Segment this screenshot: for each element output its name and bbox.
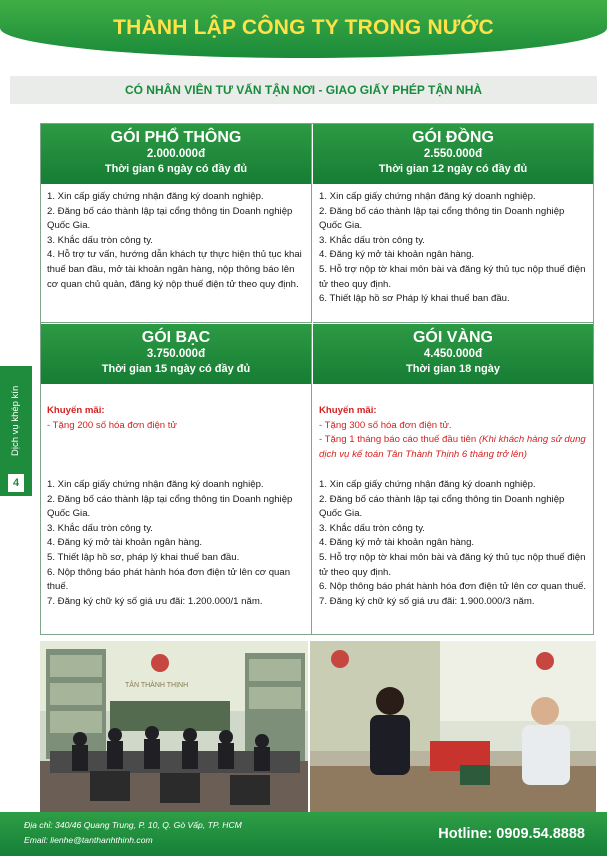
promo-block bbox=[47, 404, 305, 433]
list-item: 1. Xin cấp giấy chứng nhận đăng ký doanh nghiệp. bbox=[47, 191, 264, 202]
package-price: 2.000.000đ bbox=[146, 148, 206, 160]
page-title: THÀNH LẬP CÔNG TY TRONG NƯỚC bbox=[113, 16, 494, 39]
package-price: 4.450.000đ bbox=[423, 348, 483, 360]
side-tab bbox=[0, 366, 32, 496]
package-time: Thời gian 18 ngày bbox=[405, 363, 500, 375]
list-item: 1. Xin cấp giấy chứng nhận đăng ký doanh nghiệp. bbox=[47, 479, 264, 490]
list-item: 4. Đăng ký mở tài khoản ngân hàng. bbox=[319, 537, 475, 549]
footer-address: Địa chỉ: 340/46 Quang Trung, P. 10, Q. Gò Vấp, TP. HCM bbox=[24, 820, 242, 830]
package-header bbox=[313, 124, 593, 184]
list-item: 5. Thiết lập hồ sơ, pháp lý khai thuế ban đầu. bbox=[47, 551, 240, 563]
package-price: 2.550.000đ bbox=[423, 148, 483, 160]
subtitle-bar bbox=[10, 76, 597, 104]
list-item: 5. Hỗ trợ nộp tờ khai môn bài và đăng ký thủ tục nộp thuế điện tử theo quy định. bbox=[319, 551, 586, 578]
package-items bbox=[319, 478, 587, 609]
package-name: GÓI PHỔ THÔNG bbox=[110, 129, 242, 146]
list-item: 3. Khắc dấu tròn công ty. bbox=[319, 234, 425, 246]
package-name: GÓI ĐỒNG bbox=[412, 129, 494, 146]
list-item: 4. Đăng ký mở tài khoản ngân hàng. bbox=[319, 249, 475, 261]
subtitle: CÓ NHÂN VIÊN TƯ VẤN TẬN NƠI - GIAO GIẤY PHÉP TẬN NHÀ bbox=[124, 83, 483, 97]
page-header bbox=[0, 0, 607, 70]
list-item: 2. Đăng bố cáo thành lập tại cổng thông tin Doanh nghiệp Quốc Gia. bbox=[47, 493, 293, 520]
list-item: 2. Đăng bố cáo thành lập tại cổng thông tin Doanh nghiệp Quốc Gia. bbox=[319, 493, 565, 520]
package-items bbox=[47, 190, 305, 292]
promo-title: Khuyến mãi: bbox=[47, 405, 105, 416]
list-item: 3. Khắc dấu tròn công ty. bbox=[47, 234, 153, 246]
package-time: Thời gian 6 ngày có đầy đủ bbox=[104, 163, 248, 175]
package-card-dong bbox=[313, 124, 593, 323]
list-item: 4. Đăng ký mở tài khoản ngân hàng. bbox=[47, 537, 203, 549]
promo-line-text: - Tặng 1 tháng báo cáo thuế đầu tiên bbox=[319, 434, 477, 446]
promo-note: (Khi khách hàng sử dụng dịch vụ kế toán Tân Thành Thịnh 6 tháng trở lên) bbox=[319, 434, 586, 460]
page-number: 4 bbox=[8, 474, 24, 492]
footer-email: Email: lienhe@tanthanhthinh.com bbox=[24, 835, 153, 845]
package-header bbox=[41, 124, 311, 184]
list-item: 7. Đăng ký chữ ký số giá ưu đãi: 1.900.000/3 năm. bbox=[319, 595, 535, 607]
package-header bbox=[313, 324, 593, 384]
list-item: 2. Đăng bố cáo thành lập tại cổng thông tin Doanh nghiệp Quốc Gia. bbox=[47, 205, 293, 232]
list-item: 3. Khắc dấu tròn công ty. bbox=[319, 522, 425, 534]
promo-line: - Tặng 300 số hóa đơn điện tử. bbox=[319, 419, 452, 431]
promo-line: - Tặng 200 số hóa đơn điện tử bbox=[47, 419, 177, 431]
package-name: GÓI VÀNG bbox=[412, 329, 493, 346]
office-photo-handover-image bbox=[310, 641, 596, 813]
package-items bbox=[47, 478, 305, 609]
page-footer bbox=[0, 812, 607, 856]
package-price: 3.750.000đ bbox=[146, 348, 206, 360]
list-item: 2. Đăng bố cáo thành lập tại cổng thông tin Doanh nghiệp Quốc Gia. bbox=[319, 205, 565, 232]
office-photos bbox=[40, 641, 596, 813]
package-card-vang bbox=[313, 324, 593, 634]
footer-hotline: Hotline: 0909.54.8888 bbox=[438, 826, 585, 842]
list-item: 5. Hỗ trợ nộp tờ khai môn bài và đăng ký thủ tục nộp thuế điện tử theo quy định. bbox=[319, 263, 586, 290]
package-grid bbox=[40, 123, 594, 635]
package-card-pho-thong bbox=[41, 124, 312, 323]
list-item: 6. Thiết lập hồ sơ Pháp lý khai thuế ban đầu. bbox=[319, 293, 510, 305]
list-item: 6. Nộp thông báo phát hành hóa đơn điện tử lên cơ quan thuế. bbox=[319, 581, 587, 593]
list-item: 7. Đăng ký chữ ký số giá ưu đãi: 1.200.000/1 năm. bbox=[47, 595, 263, 607]
package-header bbox=[41, 324, 311, 384]
promo-line bbox=[319, 433, 587, 462]
list-item: 1. Xin cấp giấy chứng nhận đăng ký doanh nghiệp. bbox=[319, 479, 536, 490]
package-time: Thời gian 15 ngày có đầy đủ bbox=[101, 363, 251, 375]
list-item: 3. Khắc dấu tròn công ty. bbox=[47, 522, 153, 534]
list-item: 6. Nộp thông báo phát hành hóa đơn điện tử lên cơ quan thuế. bbox=[47, 566, 291, 593]
list-item: 1. Xin cấp giấy chứng nhận đăng ký doanh nghiệp. bbox=[319, 191, 536, 202]
promo-block bbox=[319, 404, 587, 462]
package-name: GÓI BẠC bbox=[141, 329, 211, 346]
package-card-bac bbox=[41, 324, 312, 634]
package-items bbox=[319, 190, 587, 307]
promo-title: Khuyến mãi: bbox=[319, 405, 377, 416]
list-item: 4. Hỗ trợ tư vấn, hướng dẫn khách tự thực hiện thủ tục khai thuế ban đầu, mở tài khoản ngân hàng, nộp thông báo lên cơ quan chủ quản, đăng ký nộp thuế điện tử theo quy định. bbox=[47, 249, 302, 290]
side-tab-label: Dịch vụ khép kín bbox=[10, 385, 21, 456]
office-photo-team bbox=[40, 641, 308, 813]
office-photo-team-image bbox=[40, 641, 308, 813]
package-time: Thời gian 12 ngày có đầy đủ bbox=[378, 163, 528, 175]
office-photo-handover bbox=[310, 641, 596, 813]
wall-sign: TÂN THÀNH THỊNH bbox=[125, 682, 189, 689]
